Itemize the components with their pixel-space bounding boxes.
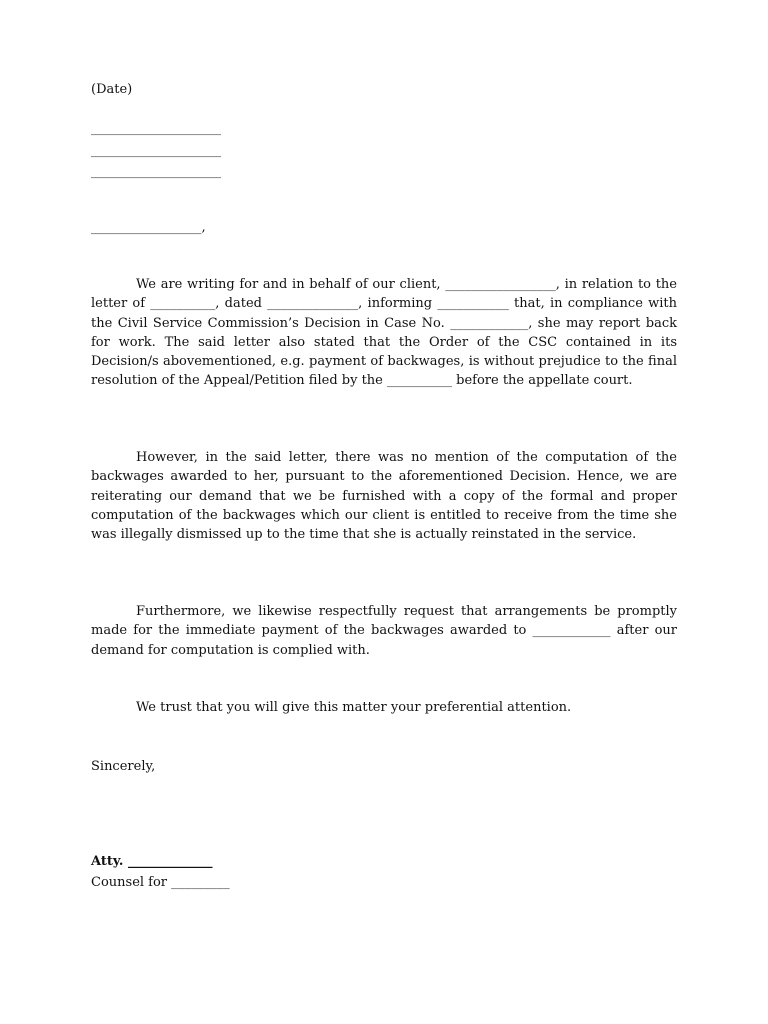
address-line-3: ____________________ <box>91 164 221 179</box>
body-paragraph-2: However, in the said letter, there was no mention of the computation of the backwages awarded to her, pursuant to the aforementioned Decision. Hence, we are reiterating our demand that we be furnished with a copy of the formal and proper computation of the backwages which our client is entitled to receive from the time she was illegally dismissed up to the time that she is actually reinstated in the service. <box>91 450 677 543</box>
signature-title: Counsel for _________ <box>91 875 230 890</box>
date-line: (Date) <box>91 82 133 97</box>
salutation: _________________, <box>91 220 206 235</box>
body-paragraph-3: Furthermore, we likewise respectfully request that arrangements be promptly made for the immediate payment of the backwages awarded to ____________ after our demand for computation is complied with. <box>91 604 677 658</box>
signature-name: Atty. _____________ <box>91 854 213 869</box>
body-paragraph-1: We are writing for and in behalf of our client, _________________, in relation to the letter of __________, dated ______________, informing ___________ that, in compliance with the Civil Service Commission’s Decision in Case No. ____________, she may report back for work. The said letter also stated that the Order of the CSC contained in its Decision/s abovementioned, e.g. payment of backwages, is without prejudice to the final resolution of the Appeal/Petition filed by the __________ before the appellate court. <box>91 277 677 389</box>
closing: Sincerely, <box>91 759 156 774</box>
body-paragraph-4: We trust that you will give this matter your preferential attention. <box>136 700 572 715</box>
address-line-1: ____________________ <box>91 121 221 136</box>
address-line-2: ____________________ <box>91 143 221 158</box>
